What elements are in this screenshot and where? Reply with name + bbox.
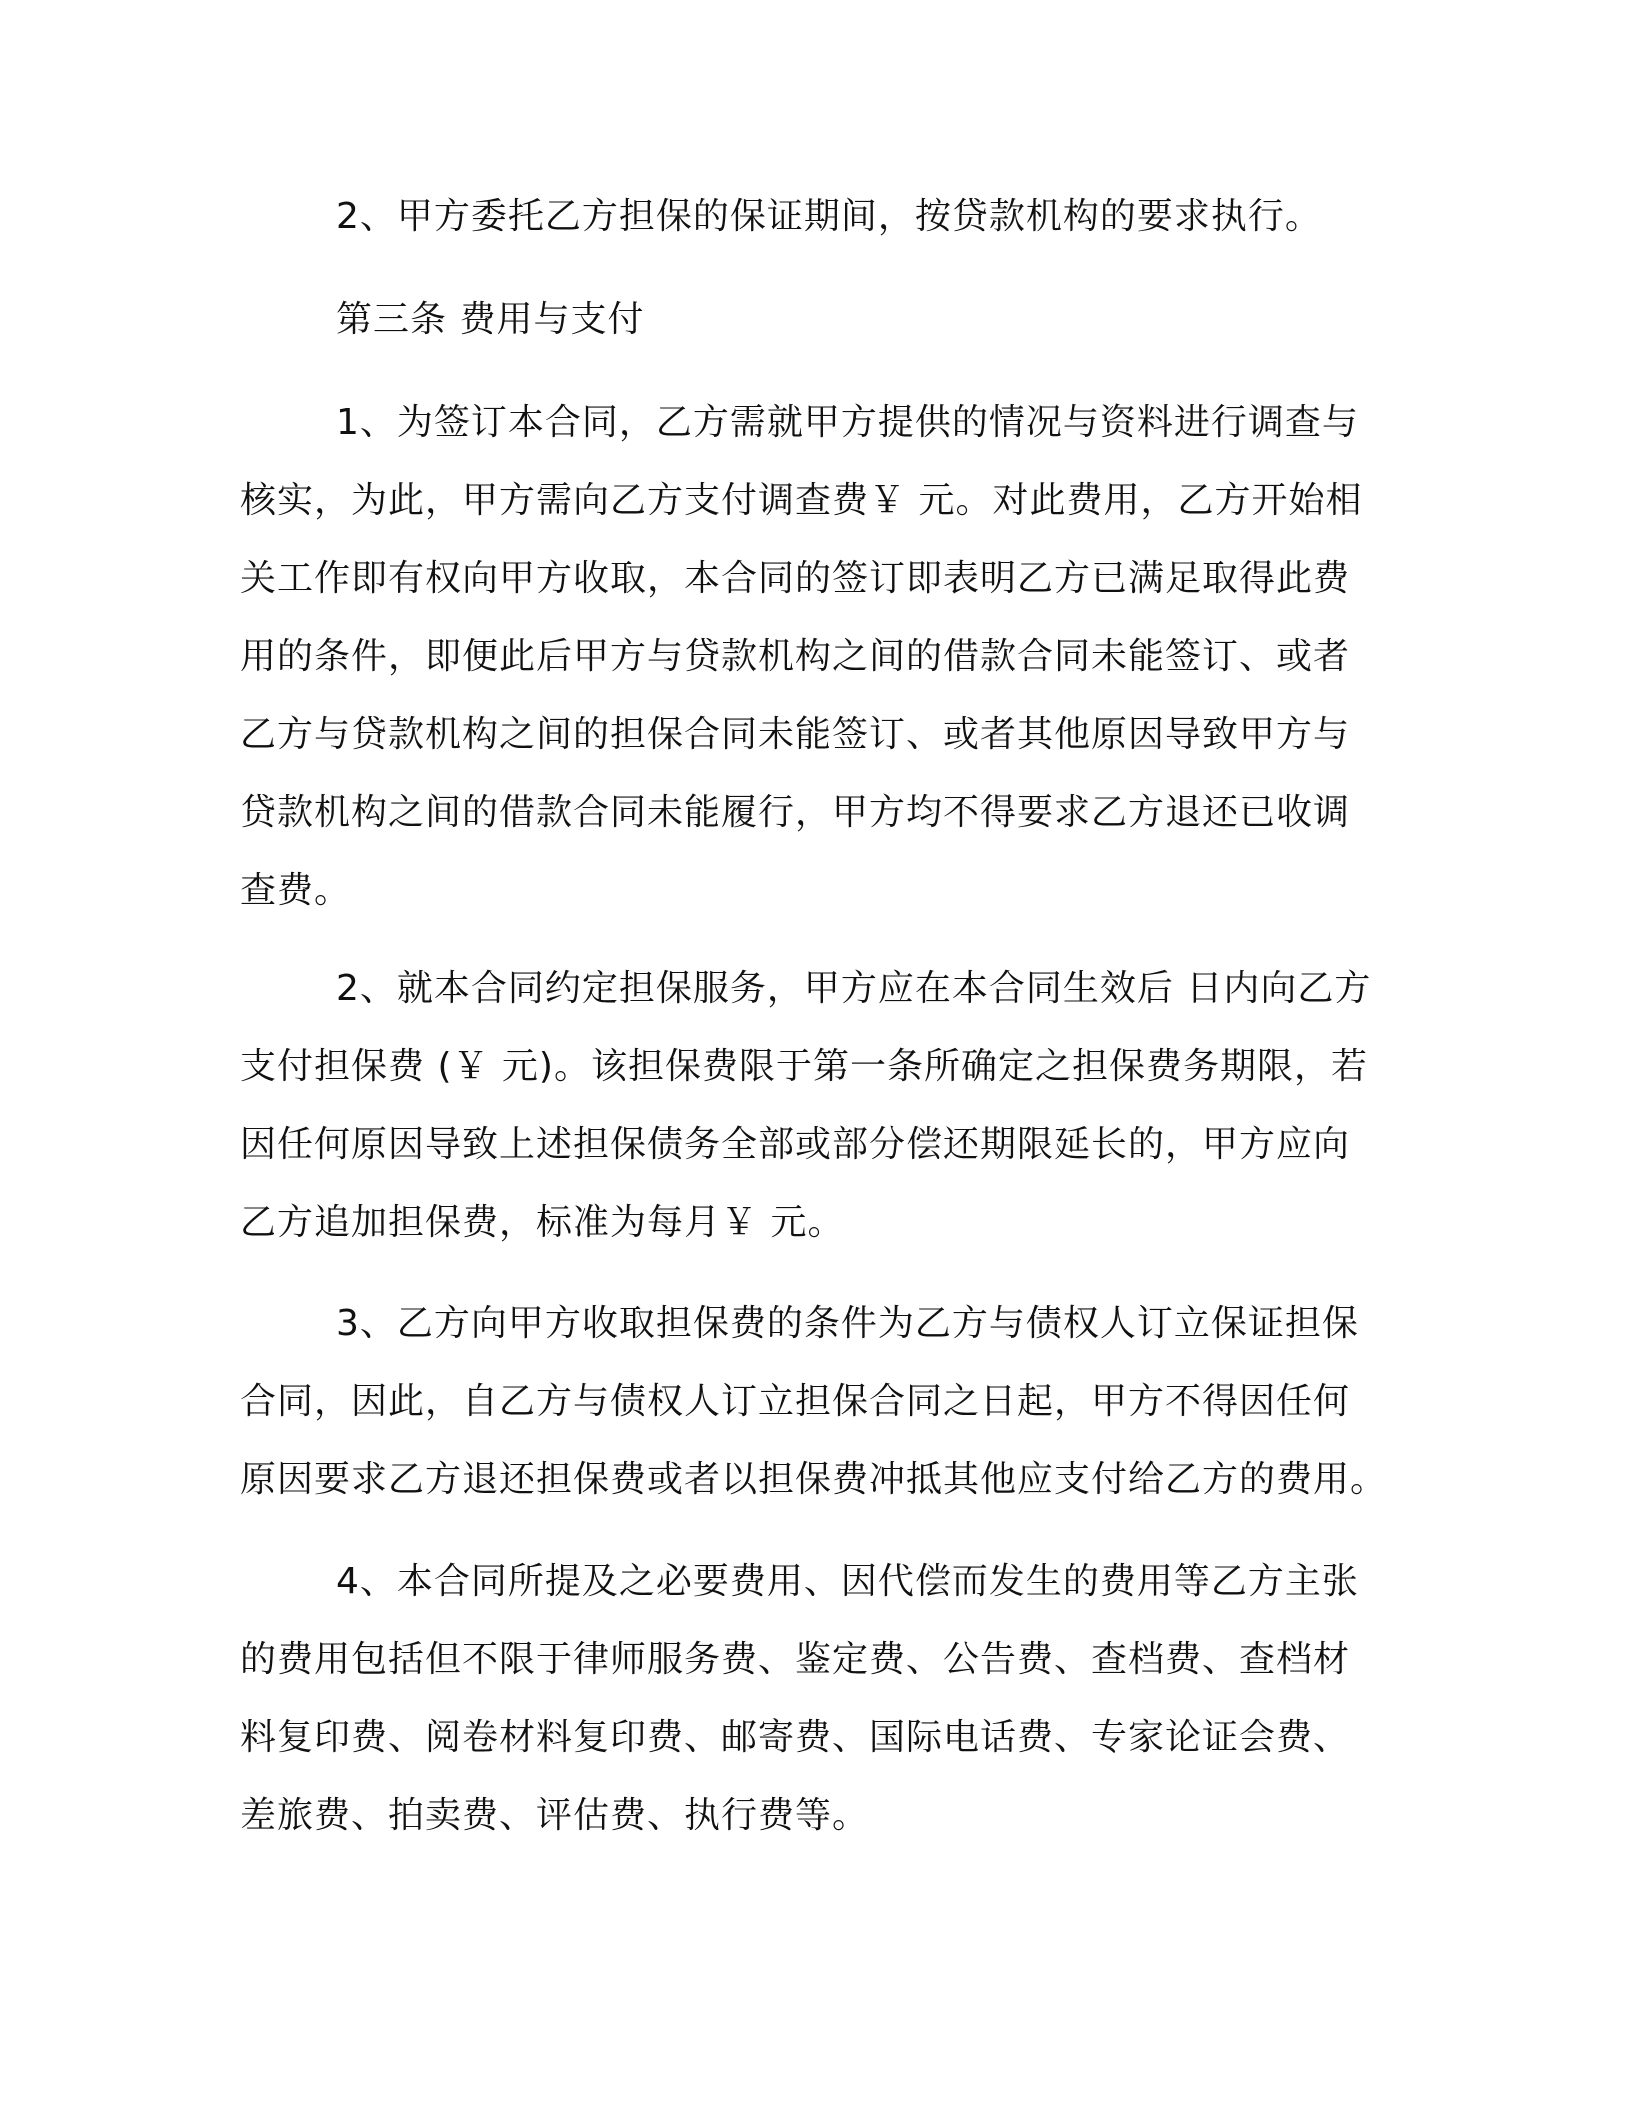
- article-3-heading: 第三条 费用与支付: [336, 299, 645, 340]
- text-line: 料复印费、阅卷材料复印费、邮寄费、国际电话费、专家论证会费、: [240, 1717, 1351, 1758]
- paragraph-3-4: [240, 1543, 1385, 1855]
- text-line: 2、甲方委托乙方担保的保证期间，按贷款机构的要求执行。: [336, 196, 1322, 237]
- text-line: 差旅费、拍卖费、评估费、执行费等。: [240, 1795, 870, 1836]
- text-line: 核实，为此，甲方需向乙方支付调查费￥ 元。对此费用，乙方开始相: [240, 480, 1363, 521]
- text-line: 1、为签订本合同，乙方需就甲方提供的情况与资料进行调查与: [336, 402, 1359, 443]
- text-line: 4、本合同所提及之必要费用、因代偿而发生的费用等乙方主张: [336, 1561, 1359, 1602]
- text-line: 因任何原因导致上述担保债务全部或部分偿还期限延长的，甲方应向: [240, 1124, 1351, 1165]
- paragraph-3-1: [240, 384, 1385, 930]
- text-line: 原因要求乙方退还担保费或者以担保费冲抵其他应支付给乙方的费用。: [240, 1459, 1388, 1500]
- paragraph-3-3: [240, 1285, 1388, 1519]
- paragraph-3-2: [240, 950, 1385, 1262]
- text-line: 2、就本合同约定担保服务，甲方应在本合同生效后 日内向乙方: [336, 968, 1372, 1009]
- paragraph-guarantee-period: [240, 178, 1385, 256]
- text-line: 3、乙方向甲方收取担保费的条件为乙方与债权人订立保证担保: [336, 1303, 1359, 1344]
- text-line: 乙方追加担保费，标准为每月￥ 元。: [240, 1202, 845, 1243]
- text-line: 查费。: [240, 870, 352, 911]
- text-line: 乙方与贷款机构之间的担保合同未能签订、或者其他原因导致甲方与: [240, 714, 1351, 755]
- text-line: 贷款机构之间的借款合同未能履行，甲方均不得要求乙方退还已收调: [240, 792, 1351, 833]
- text-line: 的费用包括但不限于律师服务费、鉴定费、公告费、查档费、查档材: [240, 1639, 1351, 1680]
- text-line: 合同，因此，自乙方与债权人订立担保合同之日起，甲方不得因任何: [240, 1381, 1351, 1422]
- text-line: 关工作即有权向甲方收取，本合同的签订即表明乙方已满足取得此费: [240, 558, 1351, 599]
- text-line: 支付担保费 (￥ 元)。该担保费限于第一条所确定之担保费务期限，若: [240, 1046, 1368, 1087]
- text-line: 用的条件，即便此后甲方与贷款机构之间的借款合同未能签订、或者: [240, 636, 1351, 677]
